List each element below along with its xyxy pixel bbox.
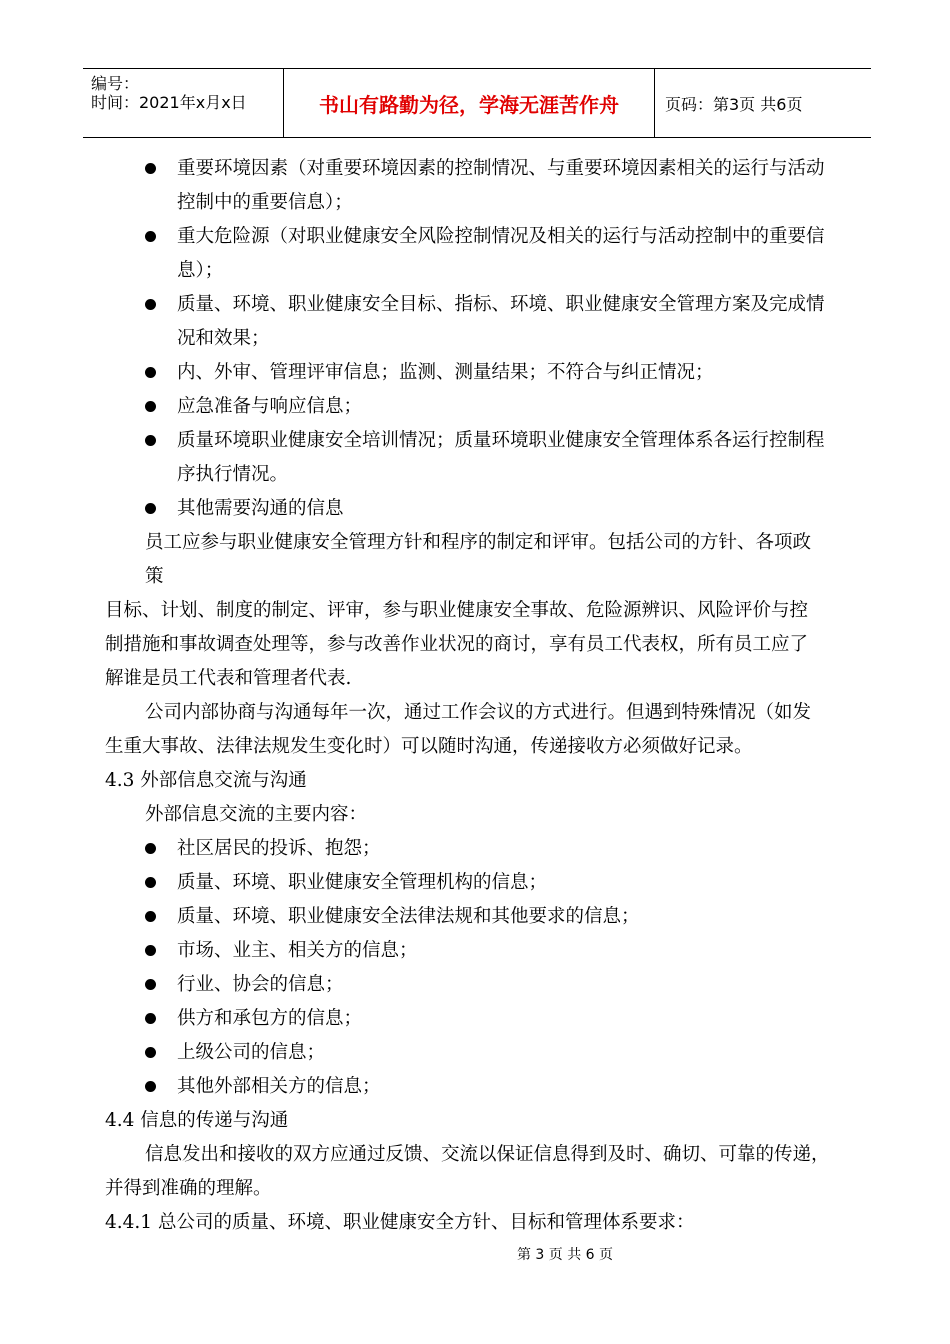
bullet-icon bbox=[145, 401, 156, 412]
page-header bbox=[83, 68, 871, 138]
paragraph-line: 生重大事故、法律法规发生变化时）可以随时沟通，传递接收方必须做好记录。 bbox=[105, 736, 753, 757]
bullet-icon bbox=[145, 163, 156, 174]
paragraph-line: 并得到准确的理解。 bbox=[105, 1178, 272, 1199]
bullet-item: 内、外审、管理评审信息；监测、测量结果；不符合与纠正情况； bbox=[105, 356, 860, 390]
bullet-continuation: 控制中的重要信息）； bbox=[177, 192, 353, 213]
paragraph-line: 信息发出和接收的双方应通过反馈、交流以保证信息得到及时、确切、可靠的传递， bbox=[145, 1144, 830, 1165]
bullet-item: 重大危险源（对职业健康安全风险控制情况及相关的运行与活动控制中的重要信 bbox=[105, 220, 860, 254]
bullet-item: 市场、业主、相关方的信息； bbox=[105, 934, 860, 968]
bullet-icon bbox=[145, 1081, 156, 1092]
bullet-item: 质量、环境、职业健康安全法律法规和其他要求的信息； bbox=[105, 900, 860, 934]
bullet-item: 社区居民的投诉、抱怨； bbox=[105, 832, 860, 866]
section-heading: 4.4.1 总公司的质量、环境、职业健康安全方针、目标和管理体系要求： bbox=[105, 1212, 695, 1233]
bullet-continuation: 况和效果； bbox=[177, 328, 270, 349]
header-motto: 书山有路勤为径，学海无涯苦作舟 bbox=[283, 69, 655, 137]
paragraph-line: 策 bbox=[145, 566, 164, 587]
bullet-item: 行业、协会的信息； bbox=[105, 968, 860, 1002]
bullet-icon bbox=[145, 231, 156, 242]
paragraph-line: 公司内部协商与沟通每年一次，通过工作会议的方式进行。但遇到特殊情况（如发 bbox=[145, 702, 812, 723]
bullet-icon bbox=[145, 979, 156, 990]
paragraph-line: 制措施和事故调查处理等，参与改善作业状况的商讨，享有员工代表权，所有员工应了 bbox=[105, 634, 809, 655]
bullet-icon bbox=[145, 299, 156, 310]
paragraph-line: 目标、计划、制度的制定、评审，参与职业健康安全事故、危险源辨识、风险评价与控 bbox=[105, 600, 809, 621]
bullet-continuation: 息）； bbox=[177, 260, 224, 281]
bullet-icon bbox=[145, 1047, 156, 1058]
header-page-code: 页码：第3页 共6页 bbox=[665, 94, 803, 114]
bullet-icon bbox=[145, 877, 156, 888]
paragraph-line: 员工应参与职业健康安全管理方针和程序的制定和评审。包括公司的方针、各项政 bbox=[145, 532, 812, 553]
doc-number-label: 编号： bbox=[91, 74, 140, 93]
bullet-continuation: 序执行情况。 bbox=[177, 464, 289, 485]
bullet-item: 应急准备与响应信息； bbox=[105, 390, 860, 424]
bullet-item: 其他外部相关方的信息； bbox=[105, 1070, 860, 1104]
bullet-item: 质量、环境、职业健康安全目标、指标、环境、职业健康安全管理方案及完成情 bbox=[105, 288, 860, 322]
bullet-icon bbox=[145, 435, 156, 446]
paragraph-line: 外部信息交流的主要内容： bbox=[145, 804, 368, 825]
bullet-icon bbox=[145, 1013, 156, 1024]
bullet-icon bbox=[145, 911, 156, 922]
bullet-item: 其他需要沟通的信息 bbox=[105, 492, 860, 526]
bullet-item: 质量环境职业健康安全培训情况；质量环境职业健康安全管理体系各运行控制程 bbox=[105, 424, 860, 458]
paragraph-line: 解谁是员工代表和管理者代表. bbox=[105, 668, 352, 689]
document-body bbox=[105, 152, 860, 1240]
bullet-icon bbox=[145, 367, 156, 378]
bullet-icon bbox=[145, 945, 156, 956]
bullet-item: 上级公司的信息； bbox=[105, 1036, 860, 1070]
bullet-item: 供方和承包方的信息； bbox=[105, 1002, 860, 1036]
bullet-icon bbox=[145, 503, 156, 514]
section-heading: 4.3 外部信息交流与沟通 bbox=[105, 770, 307, 791]
bullet-item: 质量、环境、职业健康安全管理机构的信息； bbox=[105, 866, 860, 900]
section-heading: 4.4 信息的传递与沟通 bbox=[105, 1110, 289, 1131]
doc-date-label: 时间：2021年x月x日 bbox=[91, 93, 247, 112]
bullet-item: 重要环境因素（对重要环境因素的控制情况、与重要环境因素相关的运行与活动 bbox=[105, 152, 860, 186]
page-footer: 第 3 页 共 6 页 bbox=[516, 1247, 614, 1263]
bullet-icon bbox=[145, 843, 156, 854]
header-meta-cell bbox=[83, 69, 283, 137]
